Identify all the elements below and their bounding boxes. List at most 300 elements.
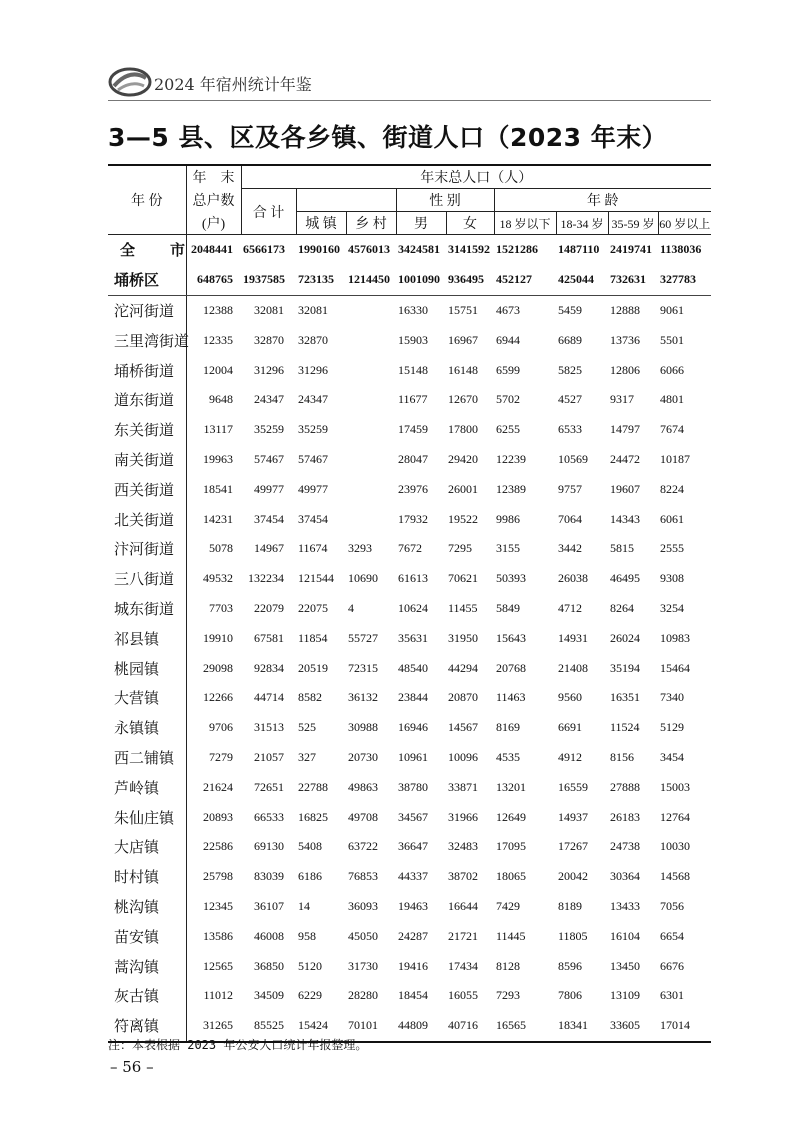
header-rural: 乡 村 (346, 212, 396, 235)
cell-value: 19416 (398, 958, 428, 973)
cell-value: 28047 (398, 451, 428, 466)
cell-value: 14797 (610, 422, 640, 437)
cell-value: 9757 (558, 481, 582, 496)
cell-value: 83039 (254, 869, 284, 884)
table-row (108, 504, 711, 534)
cell-value: 35631 (398, 630, 428, 645)
cell-value: 17267 (558, 839, 588, 854)
cell-value: 13109 (610, 988, 640, 1003)
cell-value: 10624 (398, 600, 428, 615)
region-name: 汴河街道 (108, 534, 186, 564)
cell-value: 22075 (298, 600, 328, 615)
region-name: 蒿沟镇 (108, 951, 186, 981)
cell-value: 14967 (254, 541, 284, 556)
table-row (108, 951, 711, 981)
cell-value: 27888 (610, 779, 640, 794)
cell-value: 48540 (398, 660, 428, 675)
table-row (108, 802, 711, 832)
region-name: 永镇镇 (108, 713, 186, 743)
region-name: 芦岭镇 (108, 772, 186, 802)
cell-value: 23844 (398, 690, 428, 705)
cell-value: 8224 (660, 481, 684, 496)
cell-value: 38702 (448, 869, 478, 884)
cell-value: 8189 (558, 898, 582, 913)
cell-value: 5408 (298, 839, 322, 854)
table-row (108, 564, 711, 594)
cell-value: 26183 (610, 809, 640, 824)
cell-value: 19522 (448, 511, 478, 526)
cell-value: 49977 (254, 481, 284, 496)
cell-value: 22586 (203, 839, 233, 854)
cell-value: 35259 (254, 422, 284, 437)
cell-value: 17932 (398, 511, 428, 526)
cell-value: 55727 (348, 630, 378, 645)
header-region: 年 份 (108, 165, 186, 235)
header-age-18-34: 18-34 岁 (556, 212, 608, 235)
cell-value: 7293 (496, 988, 520, 1003)
cell-value: 1521286 (496, 242, 538, 257)
cell-value: 7703 (209, 600, 233, 615)
cell-value: 132234 (248, 571, 284, 586)
region-name: 城东街道 (108, 594, 186, 624)
cell-value: 33871 (448, 779, 478, 794)
cell-value: 44337 (398, 869, 428, 884)
table-row (108, 325, 711, 355)
cell-value: 23976 (398, 481, 428, 496)
region-name: 大营镇 (108, 683, 186, 713)
cell-value: 3454 (660, 749, 684, 764)
cell-value: 5815 (610, 541, 634, 556)
cell-value: 16055 (448, 988, 478, 1003)
cell-value: 1990160 (298, 242, 340, 257)
cell-value (346, 295, 396, 325)
cell-value: 7056 (660, 898, 684, 913)
table-row (108, 623, 711, 653)
cell-value: 44809 (396, 1011, 446, 1042)
cell-value: 4712 (558, 600, 582, 615)
cell-value: 121544 (298, 571, 334, 586)
cell-value: 10187 (660, 451, 690, 466)
region-name: 南关街道 (108, 445, 186, 475)
table-row (108, 772, 711, 802)
region-name: 沱河街道 (108, 295, 186, 325)
table-row (108, 594, 711, 624)
table-row (108, 355, 711, 385)
cell-value: 26024 (610, 630, 640, 645)
table-row (108, 653, 711, 683)
cell-value: 38780 (398, 779, 428, 794)
cell-value: 13736 (610, 332, 640, 347)
cell-value (346, 325, 396, 355)
cell-value: 11674 (298, 541, 328, 556)
cell-value: 34567 (398, 809, 428, 824)
cell-value: 4801 (660, 392, 684, 407)
cell-value: 4535 (496, 749, 520, 764)
cell-value: 13433 (610, 898, 640, 913)
cell-value (346, 355, 396, 385)
cell-value: 5129 (660, 720, 684, 735)
table-row (108, 921, 711, 951)
table-note: 注：本表根据 2023 年公安人口统计年报整理。 (108, 1038, 368, 1052)
cell-value: 6301 (660, 988, 684, 1003)
population-table (108, 164, 711, 1043)
cell-value: 3141592 (448, 242, 490, 257)
cell-value: 19963 (203, 451, 233, 466)
cell-value: 44294 (448, 660, 478, 675)
cell-value: 6689 (558, 332, 582, 347)
cell-value: 30364 (610, 869, 640, 884)
cell-value: 45050 (348, 928, 378, 943)
cell-value: 7429 (496, 898, 520, 913)
cell-value: 958 (298, 928, 316, 943)
cell-value: 37454 (298, 511, 328, 526)
cell-value: 11455 (448, 600, 478, 615)
cell-value: 15643 (496, 630, 526, 645)
cell-value: 57467 (254, 451, 284, 466)
cell-value: 17800 (448, 422, 478, 437)
table-row (108, 862, 711, 892)
region-name: 道东街道 (108, 385, 186, 415)
cell-value: 6944 (496, 332, 520, 347)
cell-value: 8596 (558, 958, 582, 973)
table-row (108, 892, 711, 922)
cell-value: 6533 (558, 422, 582, 437)
cell-value: 16559 (558, 779, 588, 794)
table-row (108, 981, 711, 1011)
cell-value: 9061 (660, 302, 684, 317)
cell-value: 9986 (496, 511, 520, 526)
cell-value: 31296 (254, 362, 284, 377)
cell-value: 19607 (610, 481, 640, 496)
cell-value: 13201 (496, 779, 526, 794)
cell-value: 8128 (496, 958, 520, 973)
cell-value: 24738 (610, 839, 640, 854)
cell-value: 20042 (558, 869, 588, 884)
cell-value: 9648 (209, 392, 233, 407)
header-households-line2: 总户数 (186, 189, 241, 212)
cell-value: 14931 (558, 630, 588, 645)
header-households-line3: (户) (186, 212, 241, 235)
region-name: 西二铺镇 (108, 743, 186, 773)
cell-value: 12239 (496, 451, 526, 466)
cell-value: 3254 (660, 600, 684, 615)
cell-value: 9317 (610, 392, 634, 407)
cell-value: 14567 (448, 720, 478, 735)
cell-value: 8156 (610, 749, 634, 764)
cell-value: 2048441 (191, 242, 233, 257)
header-age-60-plus: 60 岁以上 (658, 212, 711, 235)
cell-value: 36107 (254, 898, 284, 913)
cell-value: 32870 (298, 332, 328, 347)
cell-value: 21057 (254, 749, 284, 764)
cell-value: 12764 (660, 809, 690, 824)
cell-value: 1138036 (660, 242, 702, 257)
cell-value: 8582 (298, 690, 322, 705)
cell-value: 25798 (203, 869, 233, 884)
cell-value: 70101 (346, 1011, 396, 1042)
cell-value: 6599 (496, 362, 520, 377)
cell-value: 22079 (254, 600, 284, 615)
region-name: 三八街道 (108, 564, 186, 594)
cell-value: 1001090 (396, 265, 446, 295)
cell-value: 36850 (254, 958, 284, 973)
cell-value: 72315 (348, 660, 378, 675)
cell-value: 66533 (254, 809, 284, 824)
cell-value: 10569 (558, 451, 588, 466)
table-row (108, 415, 711, 445)
cell-value: 4576013 (348, 242, 390, 257)
cell-value: 4673 (496, 302, 520, 317)
cell-value: 11677 (398, 392, 428, 407)
cell-value: 15424 (296, 1011, 346, 1042)
cell-value: 36647 (398, 839, 428, 854)
cell-value: 5501 (660, 332, 684, 347)
cell-value: 6061 (660, 511, 684, 526)
cell-value: 1487110 (558, 242, 600, 257)
table-row (108, 683, 711, 713)
cell-value: 12335 (203, 332, 233, 347)
cell-value: 14937 (558, 809, 588, 824)
cell-value: 20893 (203, 809, 233, 824)
cell-value: 29420 (448, 451, 478, 466)
cell-value: 18541 (203, 481, 233, 496)
cell-value: 35259 (298, 422, 328, 437)
cell-value (346, 504, 396, 534)
region-name: 埇桥街道 (108, 355, 186, 385)
cell-value: 20519 (298, 660, 328, 675)
cell-value: 8169 (496, 720, 520, 735)
region-name: 灰古镇 (108, 981, 186, 1011)
cell-value: 6186 (298, 869, 322, 884)
cell-value: 32870 (254, 332, 284, 347)
cell-value: 452127 (494, 265, 556, 295)
cell-value: 12266 (203, 690, 233, 705)
cell-value: 36132 (348, 690, 378, 705)
cell-value (346, 474, 396, 504)
cell-value: 24287 (398, 928, 428, 943)
region-name: 桃园镇 (108, 653, 186, 683)
cell-value: 10096 (448, 749, 478, 764)
cell-value: 12345 (203, 898, 233, 913)
cell-value: 49863 (348, 779, 378, 794)
table-row (108, 474, 711, 504)
cell-value: 50393 (496, 571, 526, 586)
cell-value: 5702 (496, 392, 520, 407)
cell-value: 5078 (209, 541, 233, 556)
cell-value: 16565 (494, 1011, 556, 1042)
cell-value: 33605 (608, 1011, 658, 1042)
cell-value: 723135 (296, 265, 346, 295)
cell-value: 21408 (558, 660, 588, 675)
header-divider (108, 100, 711, 101)
cell-value: 32081 (298, 302, 328, 317)
table-row (108, 385, 711, 415)
table-row (108, 235, 711, 265)
cell-value: 3424581 (398, 242, 440, 257)
cell-value: 49977 (298, 481, 328, 496)
cell-value: 12649 (496, 809, 526, 824)
cell-value: 32081 (254, 302, 284, 317)
cell-value: 63722 (348, 839, 378, 854)
cell-value: 17014 (658, 1011, 711, 1042)
region-name: 埇桥区 (108, 265, 186, 295)
cell-value: 6255 (496, 422, 520, 437)
cell-value: 7674 (660, 422, 684, 437)
cell-value: 5849 (496, 600, 520, 615)
header-age-35-59: 35-59 岁 (608, 212, 658, 235)
yearbook-logo-icon (108, 66, 152, 98)
cell-value: 24472 (610, 451, 640, 466)
cell-value: 10690 (348, 571, 378, 586)
cell-value: 1214450 (346, 265, 396, 295)
cell-value: 31730 (348, 958, 378, 973)
cell-value: 327783 (658, 265, 711, 295)
table-row (108, 743, 711, 773)
region-name: 符离镇 (108, 1011, 186, 1042)
cell-value: 18454 (398, 988, 428, 1003)
cell-value: 31513 (254, 720, 284, 735)
cell-value: 936495 (446, 265, 494, 295)
cell-value: 31265 (186, 1011, 241, 1042)
cell-value: 12806 (610, 362, 640, 377)
cell-value: 3155 (496, 541, 520, 556)
cell-value: 34509 (254, 988, 284, 1003)
cell-value (346, 445, 396, 475)
cell-value: 17459 (398, 422, 428, 437)
region-name: 大店镇 (108, 832, 186, 862)
table-row (108, 295, 711, 325)
header-female: 女 (446, 212, 494, 235)
header-urban-rural-spacer (296, 189, 396, 212)
cell-value: 19463 (398, 898, 428, 913)
table-row (108, 832, 711, 862)
cell-value: 16946 (398, 720, 428, 735)
cell-value: 7295 (448, 541, 472, 556)
cell-value: 24347 (298, 392, 328, 407)
cell-value: 21624 (203, 779, 233, 794)
cell-value: 11445 (496, 928, 526, 943)
cell-value: 19910 (203, 630, 233, 645)
yearbook-title: 2024 年宿州统计年鉴 (154, 75, 312, 94)
header-households-line1: 年 末 (186, 165, 241, 189)
cell-value: 26038 (558, 571, 588, 586)
cell-value: 6691 (558, 720, 582, 735)
cell-value: 15751 (448, 302, 478, 317)
cell-value: 6066 (660, 362, 684, 377)
cell-value: 2555 (660, 541, 684, 556)
cell-value: 7806 (558, 988, 582, 1003)
region-name: 朱仙庄镇 (108, 802, 186, 832)
cell-value: 70621 (448, 571, 478, 586)
cell-value: 6676 (660, 958, 684, 973)
cell-value: 16825 (298, 809, 328, 824)
cell-value: 525 (298, 720, 316, 735)
region-name: 三里湾街道 (108, 325, 186, 355)
cell-value: 5459 (558, 302, 582, 317)
cell-value: 7279 (209, 749, 233, 764)
table-row (108, 534, 711, 564)
cell-value: 9706 (209, 720, 233, 735)
cell-value: 16148 (448, 362, 478, 377)
cell-value: 57467 (298, 451, 328, 466)
cell-value: 6229 (298, 988, 322, 1003)
cell-value: 2419741 (610, 242, 652, 257)
region-name: 北关街道 (108, 504, 186, 534)
cell-value: 13586 (203, 928, 233, 943)
cell-value: 49532 (203, 571, 233, 586)
cell-value: 36093 (348, 898, 378, 913)
cell-value: 11524 (610, 720, 640, 735)
cell-value: 11012 (203, 988, 233, 1003)
page-number: – 56 – (110, 1058, 154, 1076)
region-name: 桃沟镇 (108, 892, 186, 922)
cell-value: 12670 (448, 392, 478, 407)
table-body (108, 235, 711, 1042)
table-row (108, 265, 711, 295)
cell-value: 11463 (496, 690, 526, 705)
cell-value: 18341 (556, 1011, 608, 1042)
cell-value: 14568 (660, 869, 690, 884)
cell-value: 13450 (610, 958, 640, 973)
cell-value: 28280 (348, 988, 378, 1003)
cell-value: 4 (348, 600, 354, 615)
cell-value: 67581 (254, 630, 284, 645)
region-name: 时村镇 (108, 862, 186, 892)
cell-value: 32483 (448, 839, 478, 854)
header-age-group: 年 龄 (494, 189, 711, 212)
cell-value: 12565 (203, 958, 233, 973)
cell-value: 10030 (660, 839, 690, 854)
cell-value (346, 415, 396, 445)
header-gender-group: 性 别 (396, 189, 494, 212)
cell-value: 46008 (254, 928, 284, 943)
header-age-under-18: 18 岁以下 (494, 212, 556, 235)
cell-value: 31966 (448, 809, 478, 824)
cell-value: 37454 (254, 511, 284, 526)
cell-value: 16644 (448, 898, 478, 913)
region-name: 西关街道 (108, 474, 186, 504)
cell-value: 425044 (556, 265, 608, 295)
cell-value: 6566173 (243, 242, 285, 257)
cell-value: 9308 (660, 571, 684, 586)
cell-value: 20730 (348, 749, 378, 764)
cell-value: 648765 (186, 265, 241, 295)
cell-value: 29098 (203, 660, 233, 675)
cell-value: 1937585 (241, 265, 296, 295)
cell-value: 12004 (203, 362, 233, 377)
cell-value: 16330 (398, 302, 428, 317)
cell-value: 7672 (398, 541, 422, 556)
cell-value: 16967 (448, 332, 478, 347)
cell-value: 46495 (610, 571, 640, 586)
cell-value: 5825 (558, 362, 582, 377)
cell-value: 15003 (660, 779, 690, 794)
cell-value: 12388 (203, 302, 233, 317)
cell-value: 76853 (348, 869, 378, 884)
region-name: 全 市 (108, 235, 186, 265)
cell-value: 14343 (610, 511, 640, 526)
cell-value: 13117 (203, 422, 233, 437)
cell-value: 16351 (610, 690, 640, 705)
cell-value: 35194 (610, 660, 640, 675)
region-name: 东关街道 (108, 415, 186, 445)
cell-value: 4527 (558, 392, 582, 407)
cell-value: 30988 (348, 720, 378, 735)
cell-value: 85525 (241, 1011, 296, 1042)
cell-value: 26001 (448, 481, 478, 496)
cell-value: 8264 (610, 600, 634, 615)
cell-value: 10961 (398, 749, 428, 764)
